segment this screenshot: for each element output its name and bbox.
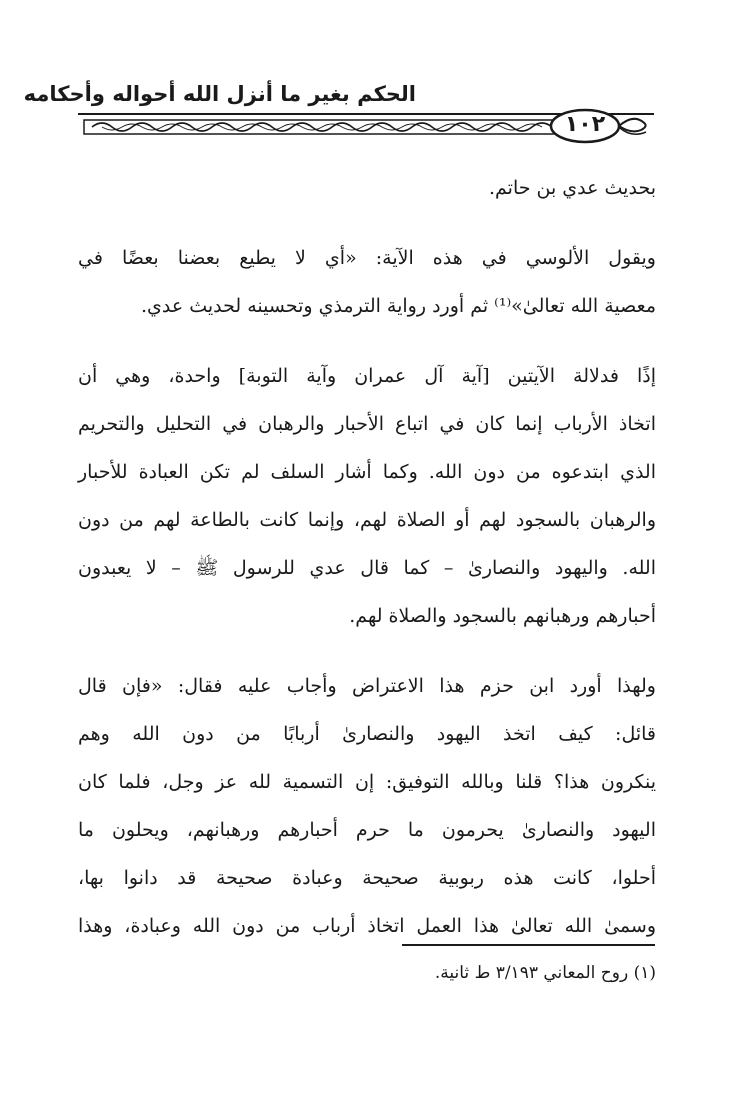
- text-line: ولهذا أورد ابن حزم هذا الاعتراض وأجاب عليه فقال: «فإن قال: [78, 675, 656, 697]
- text-line: إذًا فدلالة الآيتين [آية آل عمران وآية التوبة] واحدة، وهي أن: [78, 365, 656, 387]
- text-line: ينكرون هذا؟ قلنا وبالله التوفيق: إن التسمية لله عز وجل، فلما كان: [78, 771, 656, 793]
- running-header-title: الحكم بغير ما أنزل الله أحواله وأحكامه: [23, 82, 416, 106]
- text-line: أحلوا، كانت هذه ربوبية صحيحة وعبادة صحيحة قد دانوا بها،: [78, 867, 656, 889]
- footnote-separator: [402, 944, 655, 946]
- footnote: (١) روح المعاني ٣/١٩٣ ط ثانية.: [434, 963, 656, 983]
- text-line: الله. واليهود والنصارىٰ – كما قال عدي للرسول ﷺ – لا يعبدون: [78, 557, 656, 579]
- text-line: قائل: كيف اتخذ اليهود والنصارىٰ أربابًا من دون الله وهم: [78, 723, 656, 745]
- text-line: وسمىٰ الله تعالىٰ هذا العمل اتخاذ أرباب من دون الله وعبادة، وهذا: [78, 915, 656, 937]
- text-line: اتخاذ الأرباب إنما كان في اتباع الأحبار والرهبان في التحليل والتحريم: [78, 413, 656, 435]
- text-line: والرهبان بالسجود لهم أو الصلاة لهم، وإنما كانت بالطاعة لهم من دون: [78, 509, 656, 531]
- main-text-body: [78, 164, 656, 950]
- text-line: ويقول الألوسي في هذه الآية: «أي لا يطيع بعضنا بعضًا في: [78, 247, 656, 269]
- text-line: الذي ابتدعوه من دون الله. وكما أشار السلف لم تكن العبادة للأحبار: [78, 461, 656, 483]
- text-line: معصية الله تعالىٰ»⁽¹⁾ ثم أورد رواية الترمذي وتحسينه لحديث عدي.: [140, 295, 656, 317]
- text-line: اليهود والنصارىٰ يحرمون ما حرم أحبارهم ورهبانهم، ويحلون ما: [78, 819, 656, 841]
- page-number: ١٠٢: [564, 112, 606, 137]
- text-line: أحبارهم ورهبانهم بالسجود والصلاة لهم.: [349, 605, 656, 627]
- text-line: بحديث عدي بن حاتم.: [488, 177, 656, 199]
